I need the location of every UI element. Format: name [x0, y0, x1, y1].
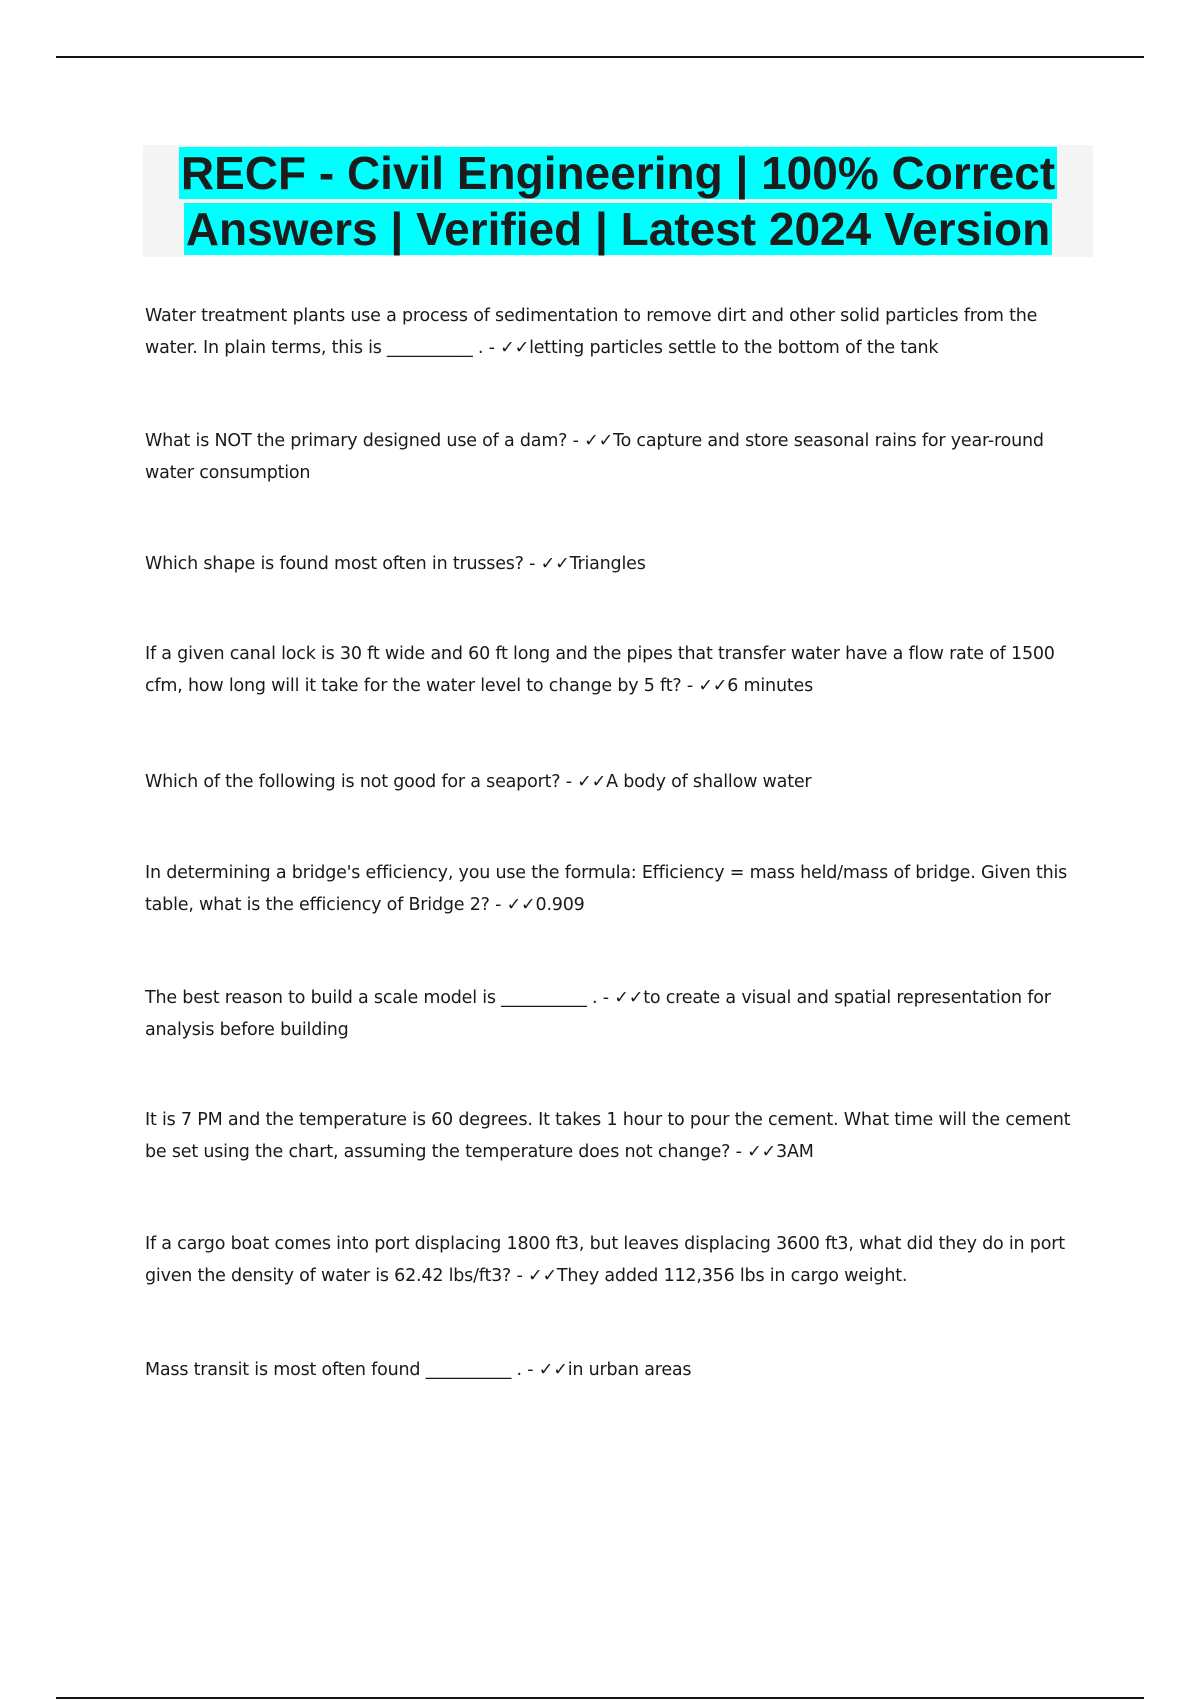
question-text: Which shape is found most often in trusses?	[145, 554, 524, 574]
separator: -	[523, 554, 541, 574]
check-icon: ✓✓	[540, 554, 570, 574]
qa-item-8	[145, 1104, 1095, 1168]
check-icon: ✓✓	[747, 1142, 777, 1162]
separator: -	[489, 895, 507, 915]
separator: -	[483, 338, 501, 358]
qa-item-2	[145, 425, 1095, 489]
separator: -	[560, 772, 578, 792]
answer-text: 0.909	[535, 895, 585, 915]
check-icon: ✓✓	[527, 1266, 557, 1286]
qa-item-6	[145, 857, 1095, 921]
separator: -	[567, 431, 585, 451]
check-icon: ✓✓	[577, 772, 607, 792]
question-text: If a given canal lock is 30 ft wide and 60 ft long and the pipes that transfer water have a flow rate of 1500 cfm, how long will it take for the water level to change by 5 ft?	[145, 644, 1055, 696]
top-rule	[56, 56, 1144, 58]
qa-item-3	[145, 548, 1095, 580]
check-icon: ✓✓	[500, 338, 530, 358]
answer-text: They added 112,356 lbs in cargo weight.	[556, 1266, 908, 1286]
question-text: It is 7 PM and the temperature is 60 degrees. It takes 1 hour to pour the cement. What time will the cement be set using the chart, assuming the temperature does not change?	[145, 1110, 1071, 1162]
check-icon: ✓✓	[506, 895, 536, 915]
answer-text: 3AM	[776, 1142, 814, 1162]
question-text: Mass transit is most often found __________ .	[145, 1360, 522, 1380]
answer-text: in urban areas	[567, 1360, 692, 1380]
separator: -	[597, 988, 615, 1008]
qa-item-7	[145, 982, 1095, 1046]
separator: -	[730, 1142, 748, 1162]
page-title: RECF - Civil Engineering | 100% Correct Answers | Verified | Latest 2024 Version	[180, 147, 1056, 255]
separator: -	[511, 1266, 528, 1286]
answer-text: letting particles settle to the bottom of the tank	[529, 338, 939, 358]
check-icon: ✓✓	[538, 1360, 568, 1380]
title-block	[143, 145, 1093, 257]
qa-item-5	[145, 766, 1095, 798]
qa-item-4	[145, 638, 1095, 702]
check-icon: ✓✓	[614, 988, 644, 1008]
qa-item-9	[145, 1228, 1095, 1292]
answer-text: To capture and store seasonal rains for year-round water consumption	[145, 431, 1044, 483]
separator: -	[521, 1360, 539, 1380]
answer-text: Triangles	[569, 554, 646, 574]
question-text: The best reason to build a scale model is __________ .	[145, 988, 598, 1008]
qa-item-1	[145, 300, 1095, 364]
question-text: Water treatment plants use a process of sedimentation to remove dirt and other solid particles from the water. In plain terms, this is __________ .	[145, 306, 1038, 358]
check-icon: ✓✓	[698, 676, 728, 696]
bottom-rule	[56, 1697, 1144, 1699]
answer-text: to create a visual and spatial representation for analysis before building	[145, 988, 1051, 1040]
answer-text: A body of shallow water	[606, 772, 812, 792]
answer-text: 6 minutes	[727, 676, 813, 696]
question-text: What is NOT the primary designed use of a dam?	[145, 431, 568, 451]
question-text: Which of the following is not good for a seaport?	[145, 772, 561, 792]
check-icon: ✓✓	[584, 431, 614, 451]
question-text: If a cargo boat comes into port displacing 1800 ft3, but leaves displacing 3600 ft3, what did they do in port given the density of water is 62.42 lbs/ft3?	[145, 1234, 1065, 1286]
qa-item-10	[145, 1354, 1095, 1386]
question-text: In determining a bridge's efficiency, you use the formula: Efficiency = mass held/mass of bridge. Given this table, what is the efficiency of Bridge 2?	[145, 863, 1068, 915]
separator: -	[681, 676, 699, 696]
